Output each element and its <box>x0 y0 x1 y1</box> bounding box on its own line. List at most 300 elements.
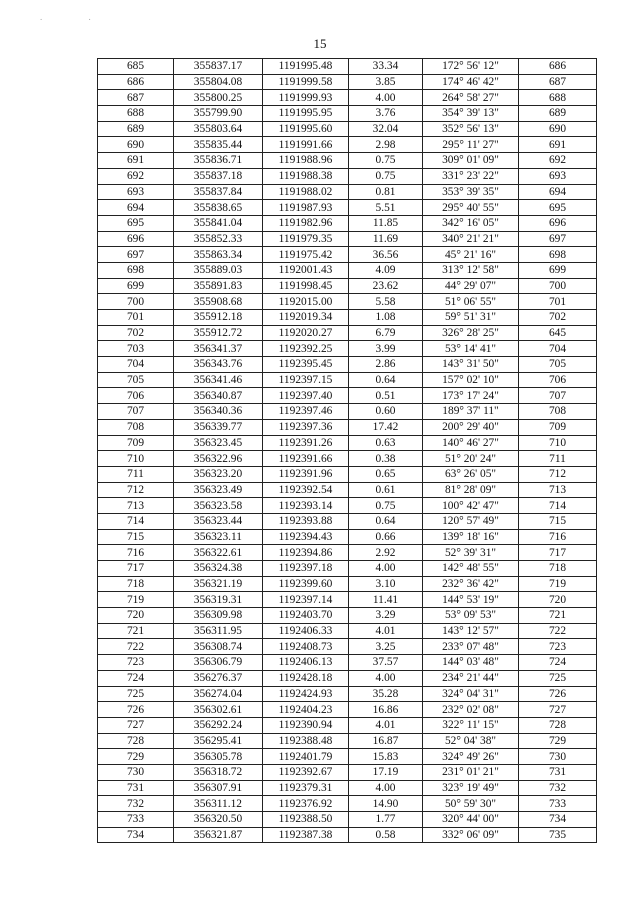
point-number-cell: 702 <box>98 325 174 341</box>
distance-cell: 15.83 <box>349 749 423 765</box>
x-coordinate-cell: 356322.96 <box>174 451 263 467</box>
table-row <box>98 278 597 294</box>
bearing-cell: 232° 02' 08" <box>423 702 519 718</box>
x-coordinate-cell: 355799.90 <box>174 106 263 122</box>
table-row <box>98 812 597 828</box>
x-coordinate-cell: 355912.72 <box>174 325 263 341</box>
point-number-cell: 716 <box>98 545 174 561</box>
bearing-cell: 120° 57' 49" <box>423 513 519 529</box>
x-coordinate-cell: 356319.31 <box>174 592 263 608</box>
distance-cell: 6.79 <box>349 325 423 341</box>
bearing-cell: 295° 40' 55" <box>423 200 519 216</box>
next-point-cell: 700 <box>519 278 597 294</box>
next-point-cell: 729 <box>519 733 597 749</box>
next-point-cell: 704 <box>519 341 597 357</box>
next-point-cell: 711 <box>519 451 597 467</box>
bearing-cell: 323° 19' 49" <box>423 780 519 796</box>
y-coordinate-cell: 1191995.48 <box>263 59 349 75</box>
point-number-cell: 706 <box>98 388 174 404</box>
y-coordinate-cell: 1192408.73 <box>263 639 349 655</box>
table-row <box>98 74 597 90</box>
bearing-cell: 140° 46' 27" <box>423 435 519 451</box>
x-coordinate-cell: 355852.33 <box>174 231 263 247</box>
point-number-cell: 715 <box>98 529 174 545</box>
table-row <box>98 780 597 796</box>
x-coordinate-cell: 355837.84 <box>174 184 263 200</box>
next-point-cell: 702 <box>519 310 597 326</box>
point-number-cell: 685 <box>98 59 174 75</box>
distance-cell: 4.00 <box>349 90 423 106</box>
y-coordinate-cell: 1192391.96 <box>263 466 349 482</box>
table-row <box>98 357 597 373</box>
next-point-cell: 705 <box>519 357 597 373</box>
point-number-cell: 712 <box>98 482 174 498</box>
table-row <box>98 749 597 765</box>
next-point-cell: 695 <box>519 200 597 216</box>
next-point-cell: 723 <box>519 639 597 655</box>
x-coordinate-cell: 356311.95 <box>174 623 263 639</box>
table-row <box>98 419 597 435</box>
y-coordinate-cell: 1192392.54 <box>263 482 349 498</box>
next-point-cell: 696 <box>519 215 597 231</box>
y-coordinate-cell: 1191982.96 <box>263 215 349 231</box>
bearing-cell: 45° 21' 16" <box>423 247 519 263</box>
next-point-cell: 728 <box>519 717 597 733</box>
next-point-cell: 734 <box>519 812 597 828</box>
bearing-cell: 59° 51' 31" <box>423 310 519 326</box>
next-point-cell: 645 <box>519 325 597 341</box>
table-row <box>98 372 597 388</box>
table-row <box>98 608 597 624</box>
table-row <box>98 498 597 514</box>
x-coordinate-cell: 356323.49 <box>174 482 263 498</box>
y-coordinate-cell: 1191987.93 <box>263 200 349 216</box>
bearing-cell: 295° 11' 27" <box>423 137 519 153</box>
next-point-cell: 713 <box>519 482 597 498</box>
next-point-cell: 692 <box>519 153 597 169</box>
x-coordinate-cell: 355803.64 <box>174 121 263 137</box>
bearing-cell: 232° 36' 42" <box>423 576 519 592</box>
point-number-cell: 690 <box>98 137 174 153</box>
y-coordinate-cell: 1192397.18 <box>263 561 349 577</box>
table-row <box>98 561 597 577</box>
y-coordinate-cell: 1192392.25 <box>263 341 349 357</box>
x-coordinate-cell: 356318.72 <box>174 764 263 780</box>
point-number-cell: 724 <box>98 670 174 686</box>
bearing-cell: 353° 39' 35" <box>423 184 519 200</box>
bearing-cell: 324° 49' 26" <box>423 749 519 765</box>
distance-cell: 2.92 <box>349 545 423 561</box>
table-row <box>98 388 597 404</box>
bearing-cell: 231° 01' 21" <box>423 764 519 780</box>
point-number-cell: 725 <box>98 686 174 702</box>
point-number-cell: 700 <box>98 294 174 310</box>
table-row <box>98 294 597 310</box>
distance-cell: 16.86 <box>349 702 423 718</box>
table-row <box>98 200 597 216</box>
point-number-cell: 717 <box>98 561 174 577</box>
y-coordinate-cell: 1192404.23 <box>263 702 349 718</box>
x-coordinate-cell: 356322.61 <box>174 545 263 561</box>
y-coordinate-cell: 1192387.38 <box>263 827 349 843</box>
next-point-cell: 708 <box>519 404 597 420</box>
x-coordinate-cell: 356311.12 <box>174 796 263 812</box>
table-row <box>98 168 597 184</box>
next-point-cell: 699 <box>519 262 597 278</box>
bearing-cell: 354° 39' 13" <box>423 106 519 122</box>
y-coordinate-cell: 1191988.96 <box>263 153 349 169</box>
point-number-cell: 733 <box>98 812 174 828</box>
y-coordinate-cell: 1192391.66 <box>263 451 349 467</box>
distance-cell: 0.64 <box>349 372 423 388</box>
table-row <box>98 513 597 529</box>
distance-cell: 3.25 <box>349 639 423 655</box>
table-row <box>98 451 597 467</box>
next-point-cell: 732 <box>519 780 597 796</box>
x-coordinate-cell: 356306.79 <box>174 655 263 671</box>
y-coordinate-cell: 1192388.48 <box>263 733 349 749</box>
y-coordinate-cell: 1191999.93 <box>263 90 349 106</box>
table-row <box>98 733 597 749</box>
next-point-cell: 735 <box>519 827 597 843</box>
bearing-cell: 143° 12' 57" <box>423 623 519 639</box>
y-coordinate-cell: 1191988.38 <box>263 168 349 184</box>
x-coordinate-cell: 355800.25 <box>174 90 263 106</box>
y-coordinate-cell: 1192403.70 <box>263 608 349 624</box>
distance-cell: 16.87 <box>349 733 423 749</box>
table-row <box>98 827 597 843</box>
distance-cell: 1.77 <box>349 812 423 828</box>
bearing-cell: 309° 01' 09" <box>423 153 519 169</box>
x-coordinate-cell: 356305.78 <box>174 749 263 765</box>
next-point-cell: 709 <box>519 419 597 435</box>
point-number-cell: 691 <box>98 153 174 169</box>
next-point-cell: 686 <box>519 59 597 75</box>
x-coordinate-cell: 355835.44 <box>174 137 263 153</box>
bearing-cell: 320° 44' 00" <box>423 812 519 828</box>
next-point-cell: 733 <box>519 796 597 812</box>
point-number-cell: 703 <box>98 341 174 357</box>
next-point-cell: 701 <box>519 294 597 310</box>
x-coordinate-cell: 356321.19 <box>174 576 263 592</box>
bearing-cell: 234° 21' 44" <box>423 670 519 686</box>
distance-cell: 11.41 <box>349 592 423 608</box>
bearing-cell: 200° 29' 40" <box>423 419 519 435</box>
table-row <box>98 576 597 592</box>
table-row <box>98 137 597 153</box>
x-coordinate-cell: 356341.37 <box>174 341 263 357</box>
y-coordinate-cell: 1192397.46 <box>263 404 349 420</box>
scan-marks: . . <box>40 12 113 22</box>
distance-cell: 17.42 <box>349 419 423 435</box>
coordinates-table <box>97 58 597 843</box>
bearing-cell: 52° 04' 38" <box>423 733 519 749</box>
table-row <box>98 90 597 106</box>
point-number-cell: 710 <box>98 451 174 467</box>
next-point-cell: 730 <box>519 749 597 765</box>
table-row <box>98 592 597 608</box>
y-coordinate-cell: 1192390.94 <box>263 717 349 733</box>
bearing-cell: 324° 04' 31" <box>423 686 519 702</box>
point-number-cell: 721 <box>98 623 174 639</box>
bearing-cell: 81° 28' 09" <box>423 482 519 498</box>
next-point-cell: 714 <box>519 498 597 514</box>
point-number-cell: 708 <box>98 419 174 435</box>
x-coordinate-cell: 356307.91 <box>174 780 263 796</box>
distance-cell: 35.28 <box>349 686 423 702</box>
bearing-cell: 264° 58' 27" <box>423 90 519 106</box>
x-coordinate-cell: 355804.08 <box>174 74 263 90</box>
next-point-cell: 726 <box>519 686 597 702</box>
x-coordinate-cell: 356340.87 <box>174 388 263 404</box>
table-row <box>98 545 597 561</box>
distance-cell: 4.01 <box>349 717 423 733</box>
next-point-cell: 725 <box>519 670 597 686</box>
y-coordinate-cell: 1192394.43 <box>263 529 349 545</box>
point-number-cell: 707 <box>98 404 174 420</box>
y-coordinate-cell: 1192376.92 <box>263 796 349 812</box>
table-row <box>98 466 597 482</box>
distance-cell: 4.09 <box>349 262 423 278</box>
distance-cell: 0.51 <box>349 388 423 404</box>
bearing-cell: 142° 48' 55" <box>423 561 519 577</box>
table-row <box>98 435 597 451</box>
point-number-cell: 699 <box>98 278 174 294</box>
coordinates-table-body <box>98 59 597 843</box>
y-coordinate-cell: 1191975.42 <box>263 247 349 263</box>
table-row <box>98 341 597 357</box>
bearing-cell: 144° 03' 48" <box>423 655 519 671</box>
distance-cell: 0.66 <box>349 529 423 545</box>
distance-cell: 4.00 <box>349 780 423 796</box>
point-number-cell: 697 <box>98 247 174 263</box>
x-coordinate-cell: 356323.20 <box>174 466 263 482</box>
next-point-cell: 690 <box>519 121 597 137</box>
x-coordinate-cell: 356323.11 <box>174 529 263 545</box>
bearing-cell: 143° 31' 50" <box>423 357 519 373</box>
bearing-cell: 139° 18' 16" <box>423 529 519 545</box>
y-coordinate-cell: 1192019.34 <box>263 310 349 326</box>
y-coordinate-cell: 1192015.00 <box>263 294 349 310</box>
point-number-cell: 718 <box>98 576 174 592</box>
table-row <box>98 262 597 278</box>
next-point-cell: 716 <box>519 529 597 545</box>
x-coordinate-cell: 356324.38 <box>174 561 263 577</box>
point-number-cell: 687 <box>98 90 174 106</box>
x-coordinate-cell: 356323.58 <box>174 498 263 514</box>
x-coordinate-cell: 356309.98 <box>174 608 263 624</box>
next-point-cell: 710 <box>519 435 597 451</box>
table-row <box>98 623 597 639</box>
distance-cell: 2.86 <box>349 357 423 373</box>
bearing-cell: 51° 06' 55" <box>423 294 519 310</box>
y-coordinate-cell: 1191979.35 <box>263 231 349 247</box>
y-coordinate-cell: 1191995.95 <box>263 106 349 122</box>
point-number-cell: 728 <box>98 733 174 749</box>
distance-cell: 0.75 <box>349 153 423 169</box>
distance-cell: 37.57 <box>349 655 423 671</box>
bearing-cell: 50° 59' 30" <box>423 796 519 812</box>
x-coordinate-cell: 356292.24 <box>174 717 263 733</box>
bearing-cell: 313° 12' 58" <box>423 262 519 278</box>
point-number-cell: 711 <box>98 466 174 482</box>
x-coordinate-cell: 355838.65 <box>174 200 263 216</box>
x-coordinate-cell: 356274.04 <box>174 686 263 702</box>
y-coordinate-cell: 1192397.40 <box>263 388 349 404</box>
x-coordinate-cell: 355912.18 <box>174 310 263 326</box>
x-coordinate-cell: 355908.68 <box>174 294 263 310</box>
bearing-cell: 340° 21' 21" <box>423 231 519 247</box>
x-coordinate-cell: 355841.04 <box>174 215 263 231</box>
y-coordinate-cell: 1192424.93 <box>263 686 349 702</box>
table-row <box>98 796 597 812</box>
x-coordinate-cell: 356302.61 <box>174 702 263 718</box>
y-coordinate-cell: 1192395.45 <box>263 357 349 373</box>
next-point-cell: 731 <box>519 764 597 780</box>
bearing-cell: 100° 42' 47" <box>423 498 519 514</box>
bearing-cell: 331° 23' 22" <box>423 168 519 184</box>
point-number-cell: 709 <box>98 435 174 451</box>
bearing-cell: 63° 26' 05" <box>423 466 519 482</box>
y-coordinate-cell: 1191988.02 <box>263 184 349 200</box>
table-row <box>98 121 597 137</box>
x-coordinate-cell: 355837.17 <box>174 59 263 75</box>
bearing-cell: 332° 06' 09" <box>423 827 519 843</box>
distance-cell: 0.61 <box>349 482 423 498</box>
next-point-cell: 724 <box>519 655 597 671</box>
bearing-cell: 173° 17' 24" <box>423 388 519 404</box>
next-point-cell: 707 <box>519 388 597 404</box>
table-row <box>98 325 597 341</box>
table-row <box>98 184 597 200</box>
next-point-cell: 697 <box>519 231 597 247</box>
table-row <box>98 670 597 686</box>
next-point-cell: 712 <box>519 466 597 482</box>
distance-cell: 36.56 <box>349 247 423 263</box>
distance-cell: 14.90 <box>349 796 423 812</box>
y-coordinate-cell: 1192428.18 <box>263 670 349 686</box>
next-point-cell: 698 <box>519 247 597 263</box>
table-row <box>98 717 597 733</box>
next-point-cell: 718 <box>519 561 597 577</box>
distance-cell: 3.29 <box>349 608 423 624</box>
point-number-cell: 719 <box>98 592 174 608</box>
table-row <box>98 655 597 671</box>
y-coordinate-cell: 1192399.60 <box>263 576 349 592</box>
table-row <box>98 639 597 655</box>
point-number-cell: 693 <box>98 184 174 200</box>
bearing-cell: 51° 20' 24" <box>423 451 519 467</box>
distance-cell: 11.69 <box>349 231 423 247</box>
next-point-cell: 687 <box>519 74 597 90</box>
point-number-cell: 714 <box>98 513 174 529</box>
y-coordinate-cell: 1192394.86 <box>263 545 349 561</box>
x-coordinate-cell: 356295.41 <box>174 733 263 749</box>
distance-cell: 3.10 <box>349 576 423 592</box>
next-point-cell: 721 <box>519 608 597 624</box>
x-coordinate-cell: 356308.74 <box>174 639 263 655</box>
bearing-cell: 44° 29' 07" <box>423 278 519 294</box>
distance-cell: 11.85 <box>349 215 423 231</box>
point-number-cell: 701 <box>98 310 174 326</box>
bearing-cell: 53° 09' 53" <box>423 608 519 624</box>
x-coordinate-cell: 355889.03 <box>174 262 263 278</box>
table-row <box>98 231 597 247</box>
point-number-cell: 726 <box>98 702 174 718</box>
y-coordinate-cell: 1192401.79 <box>263 749 349 765</box>
y-coordinate-cell: 1192392.67 <box>263 764 349 780</box>
y-coordinate-cell: 1191991.66 <box>263 137 349 153</box>
next-point-cell: 719 <box>519 576 597 592</box>
point-number-cell: 732 <box>98 796 174 812</box>
table-row <box>98 215 597 231</box>
point-number-cell: 730 <box>98 764 174 780</box>
bearing-cell: 52° 39' 31" <box>423 545 519 561</box>
y-coordinate-cell: 1192379.31 <box>263 780 349 796</box>
x-coordinate-cell: 356323.44 <box>174 513 263 529</box>
x-coordinate-cell: 356320.50 <box>174 812 263 828</box>
y-coordinate-cell: 1192397.36 <box>263 419 349 435</box>
table-row <box>98 404 597 420</box>
next-point-cell: 694 <box>519 184 597 200</box>
x-coordinate-cell: 356276.37 <box>174 670 263 686</box>
y-coordinate-cell: 1192406.13 <box>263 655 349 671</box>
next-point-cell: 715 <box>519 513 597 529</box>
x-coordinate-cell: 356340.36 <box>174 404 263 420</box>
x-coordinate-cell: 356341.46 <box>174 372 263 388</box>
next-point-cell: 706 <box>519 372 597 388</box>
distance-cell: 32.04 <box>349 121 423 137</box>
point-number-cell: 720 <box>98 608 174 624</box>
point-number-cell: 727 <box>98 717 174 733</box>
table-row <box>98 702 597 718</box>
y-coordinate-cell: 1192406.33 <box>263 623 349 639</box>
page-number: 15 <box>313 36 327 51</box>
x-coordinate-cell: 355891.83 <box>174 278 263 294</box>
next-point-cell: 688 <box>519 90 597 106</box>
next-point-cell: 717 <box>519 545 597 561</box>
distance-cell: 0.38 <box>349 451 423 467</box>
point-number-cell: 713 <box>98 498 174 514</box>
y-coordinate-cell: 1191995.60 <box>263 121 349 137</box>
y-coordinate-cell: 1192393.88 <box>263 513 349 529</box>
table-row <box>98 764 597 780</box>
y-coordinate-cell: 1191998.45 <box>263 278 349 294</box>
bearing-cell: 53° 14' 41" <box>423 341 519 357</box>
next-point-cell: 689 <box>519 106 597 122</box>
bearing-cell: 157° 02' 10" <box>423 372 519 388</box>
distance-cell: 1.08 <box>349 310 423 326</box>
distance-cell: 0.65 <box>349 466 423 482</box>
point-number-cell: 704 <box>98 357 174 373</box>
distance-cell: 0.75 <box>349 168 423 184</box>
y-coordinate-cell: 1192388.50 <box>263 812 349 828</box>
distance-cell: 0.75 <box>349 498 423 514</box>
distance-cell: 23.62 <box>349 278 423 294</box>
x-coordinate-cell: 355837.18 <box>174 168 263 184</box>
x-coordinate-cell: 355863.34 <box>174 247 263 263</box>
bearing-cell: 352° 56' 13" <box>423 121 519 137</box>
bearing-cell: 174° 46' 42" <box>423 74 519 90</box>
distance-cell: 5.51 <box>349 200 423 216</box>
point-number-cell: 692 <box>98 168 174 184</box>
y-coordinate-cell: 1191999.58 <box>263 74 349 90</box>
bearing-cell: 144° 53' 19" <box>423 592 519 608</box>
point-number-cell: 734 <box>98 827 174 843</box>
point-number-cell: 723 <box>98 655 174 671</box>
x-coordinate-cell: 355836.71 <box>174 153 263 169</box>
next-point-cell: 691 <box>519 137 597 153</box>
